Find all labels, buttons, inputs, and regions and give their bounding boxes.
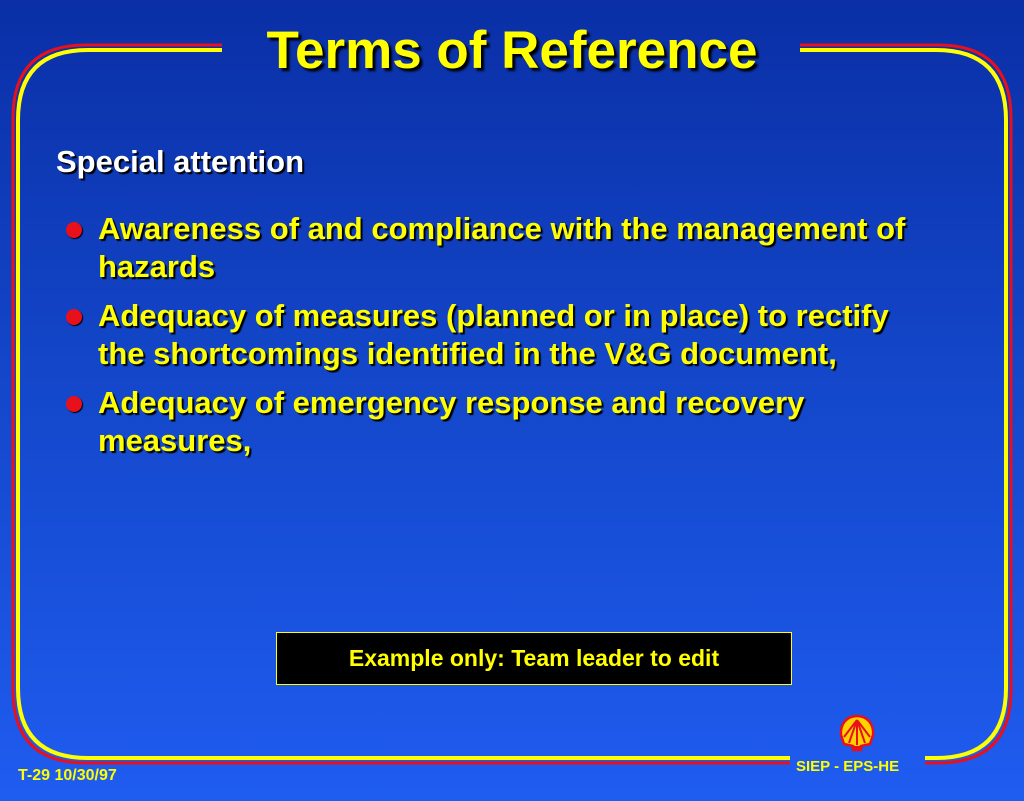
note-box: Example only: Team leader to edit [276,632,792,685]
bullet-dot-icon [66,309,82,325]
subheading: Special attention [56,144,305,179]
bullet-item [62,210,942,286]
bullet-dot-icon [66,222,82,238]
bullet-text: Adequacy of emergency response and recovery measures, [98,385,805,458]
slide-title: Terms of Reference [266,21,758,80]
bullet-item [62,384,942,460]
bullet-list [62,210,942,471]
footer-slide-id: T-29 10/30/97 [18,767,117,784]
bullet-dot-icon [66,396,82,412]
bullet-item [62,297,942,373]
bullet-text: Awareness of and compliance with the management of hazards [98,211,906,284]
shell-logo-icon [838,713,876,753]
footer-department: SIEP - EPS-HE [796,758,900,775]
bullet-text: Adequacy of measures (planned or in place) to rectify the shortcomings identified in the V&G document, [98,298,889,371]
